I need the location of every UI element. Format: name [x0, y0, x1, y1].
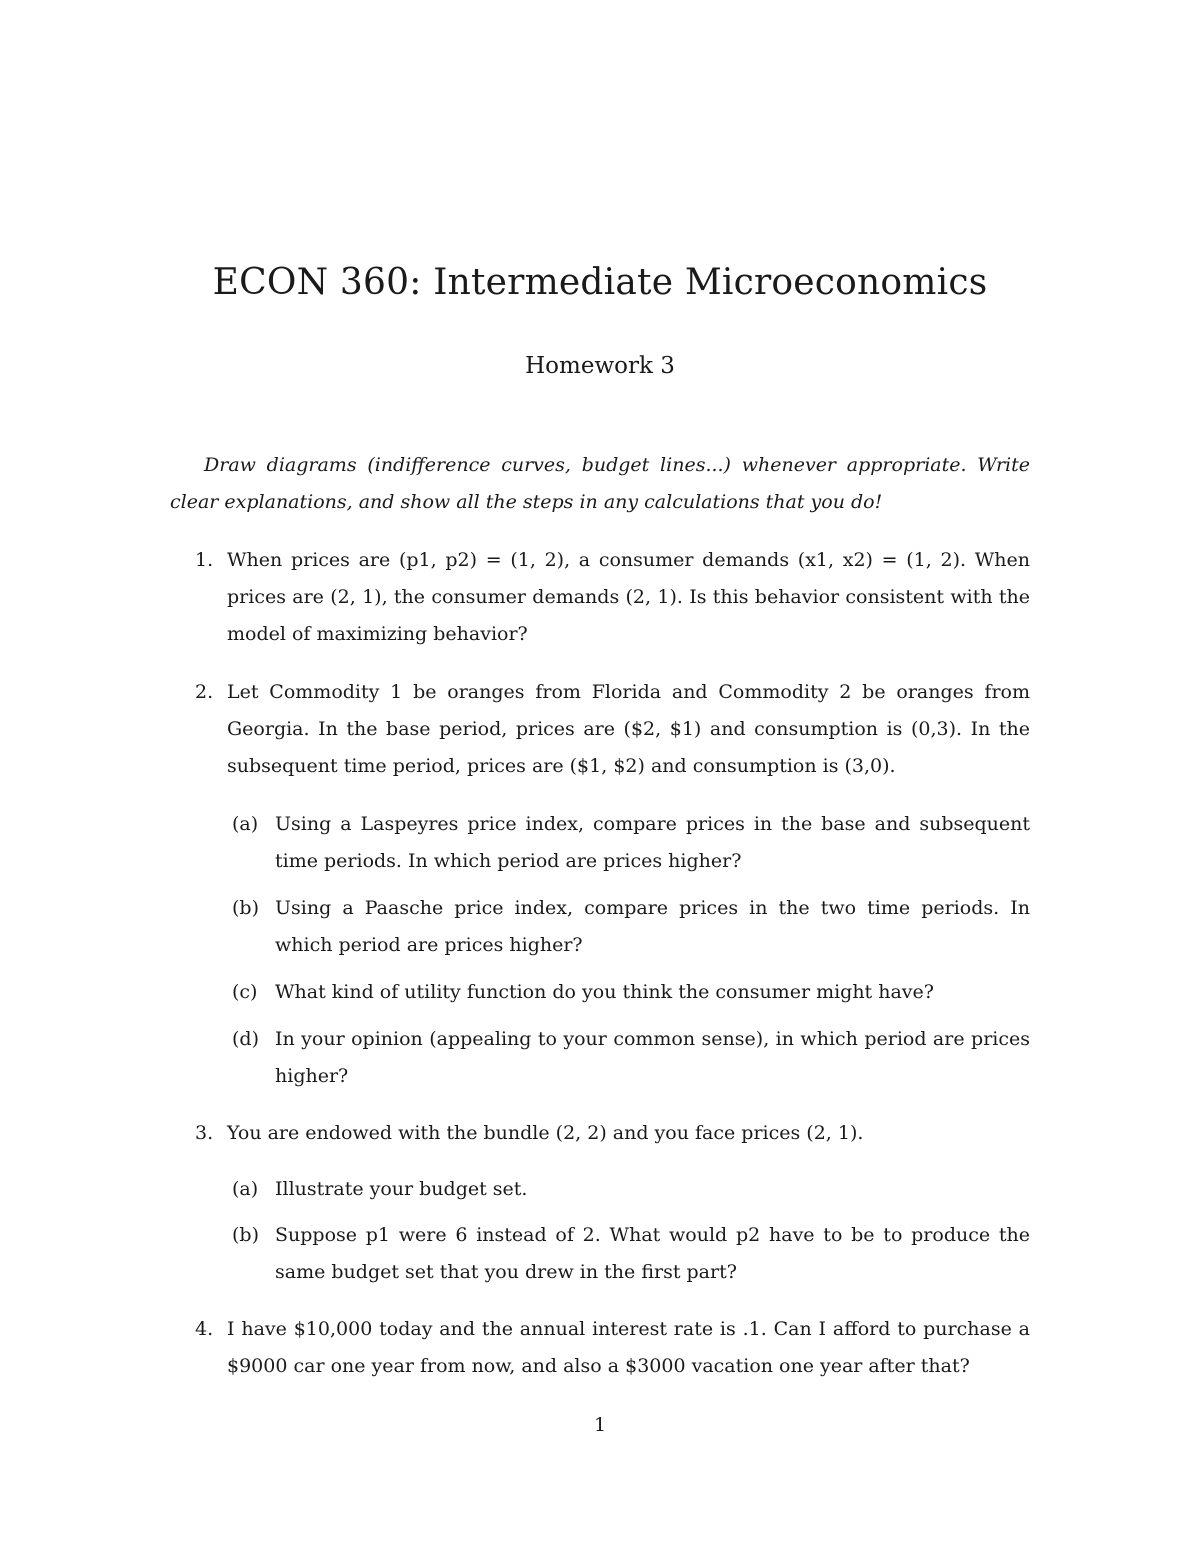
question-2-part-a [227, 806, 1030, 880]
part-text: In your opinion (appealing to your common sense), in which period are prices higher? [275, 1028, 1030, 1087]
question-text: You are endowed with the bundle (2, 2) and you face prices (2, 1). [227, 1122, 864, 1144]
part-label: (a) [232, 813, 259, 835]
part-text: Suppose p1 were 6 instead of 2. What would p2 have to be to produce the same budget set that you drew in the first part? [275, 1224, 1030, 1283]
question-text: Let Commodity 1 be oranges from Florida and Commodity 2 be oranges from Georgia. In the base period, prices are ($2, $1) and consumption is (0,3). In the subsequent time period, prices are ($1, $2) and consumption is (3,0). [227, 681, 1030, 777]
question-3 [170, 1115, 1030, 1152]
question-number: 2. [195, 681, 214, 703]
part-label: (d) [232, 1028, 259, 1050]
question-2 [170, 674, 1030, 785]
question-2-part-d [227, 1021, 1030, 1095]
question-number: 3. [195, 1122, 214, 1144]
question-text: When prices are (p1, p2) = (1, 2), a consumer demands (x1, x2) = (1, 2). When prices are (2, 1), the consumer demands (2, 1). Is this behavior consistent with the model of maximizing behavior? [227, 549, 1030, 645]
question-text: I have $10,000 today and the annual interest rate is .1. Can I afford to purchase a $9000 car one year from now, and also a $3000 vacation one year after that? [227, 1318, 1030, 1377]
part-text: Using a Paasche price index, compare prices in the two time periods. In which period are prices higher? [275, 897, 1030, 956]
question-3-part-b [227, 1217, 1030, 1291]
document-title: ECON 360: Intermediate Microeconomics [212, 262, 988, 303]
part-label: (c) [232, 981, 258, 1003]
part-text: What kind of utility function do you think the consumer might have? [275, 981, 934, 1003]
question-number: 4. [195, 1318, 214, 1340]
part-label: (b) [232, 897, 259, 919]
document-subtitle: Homework 3 [525, 353, 675, 379]
question-2-part-b [227, 890, 1030, 964]
question-number: 1. [195, 549, 214, 571]
page-number: 1 [593, 1414, 607, 1436]
question-3-part-a [227, 1171, 1030, 1208]
part-text: Illustrate your budget set. [275, 1178, 528, 1200]
part-label: (b) [232, 1224, 259, 1246]
instructions-paragraph: Draw diagrams (indifference curves, budget lines...) whenever appropriate. Write clear explanations, and show all the steps in any calculations that you do! [170, 454, 1030, 513]
part-label: (a) [232, 1178, 259, 1200]
question-4 [170, 1311, 1030, 1385]
part-text: Using a Laspeyres price index, compare prices in the base and subsequent time periods. In which period are prices higher? [275, 813, 1030, 872]
question-2-part-c [227, 974, 1030, 1011]
question-1 [170, 542, 1030, 653]
